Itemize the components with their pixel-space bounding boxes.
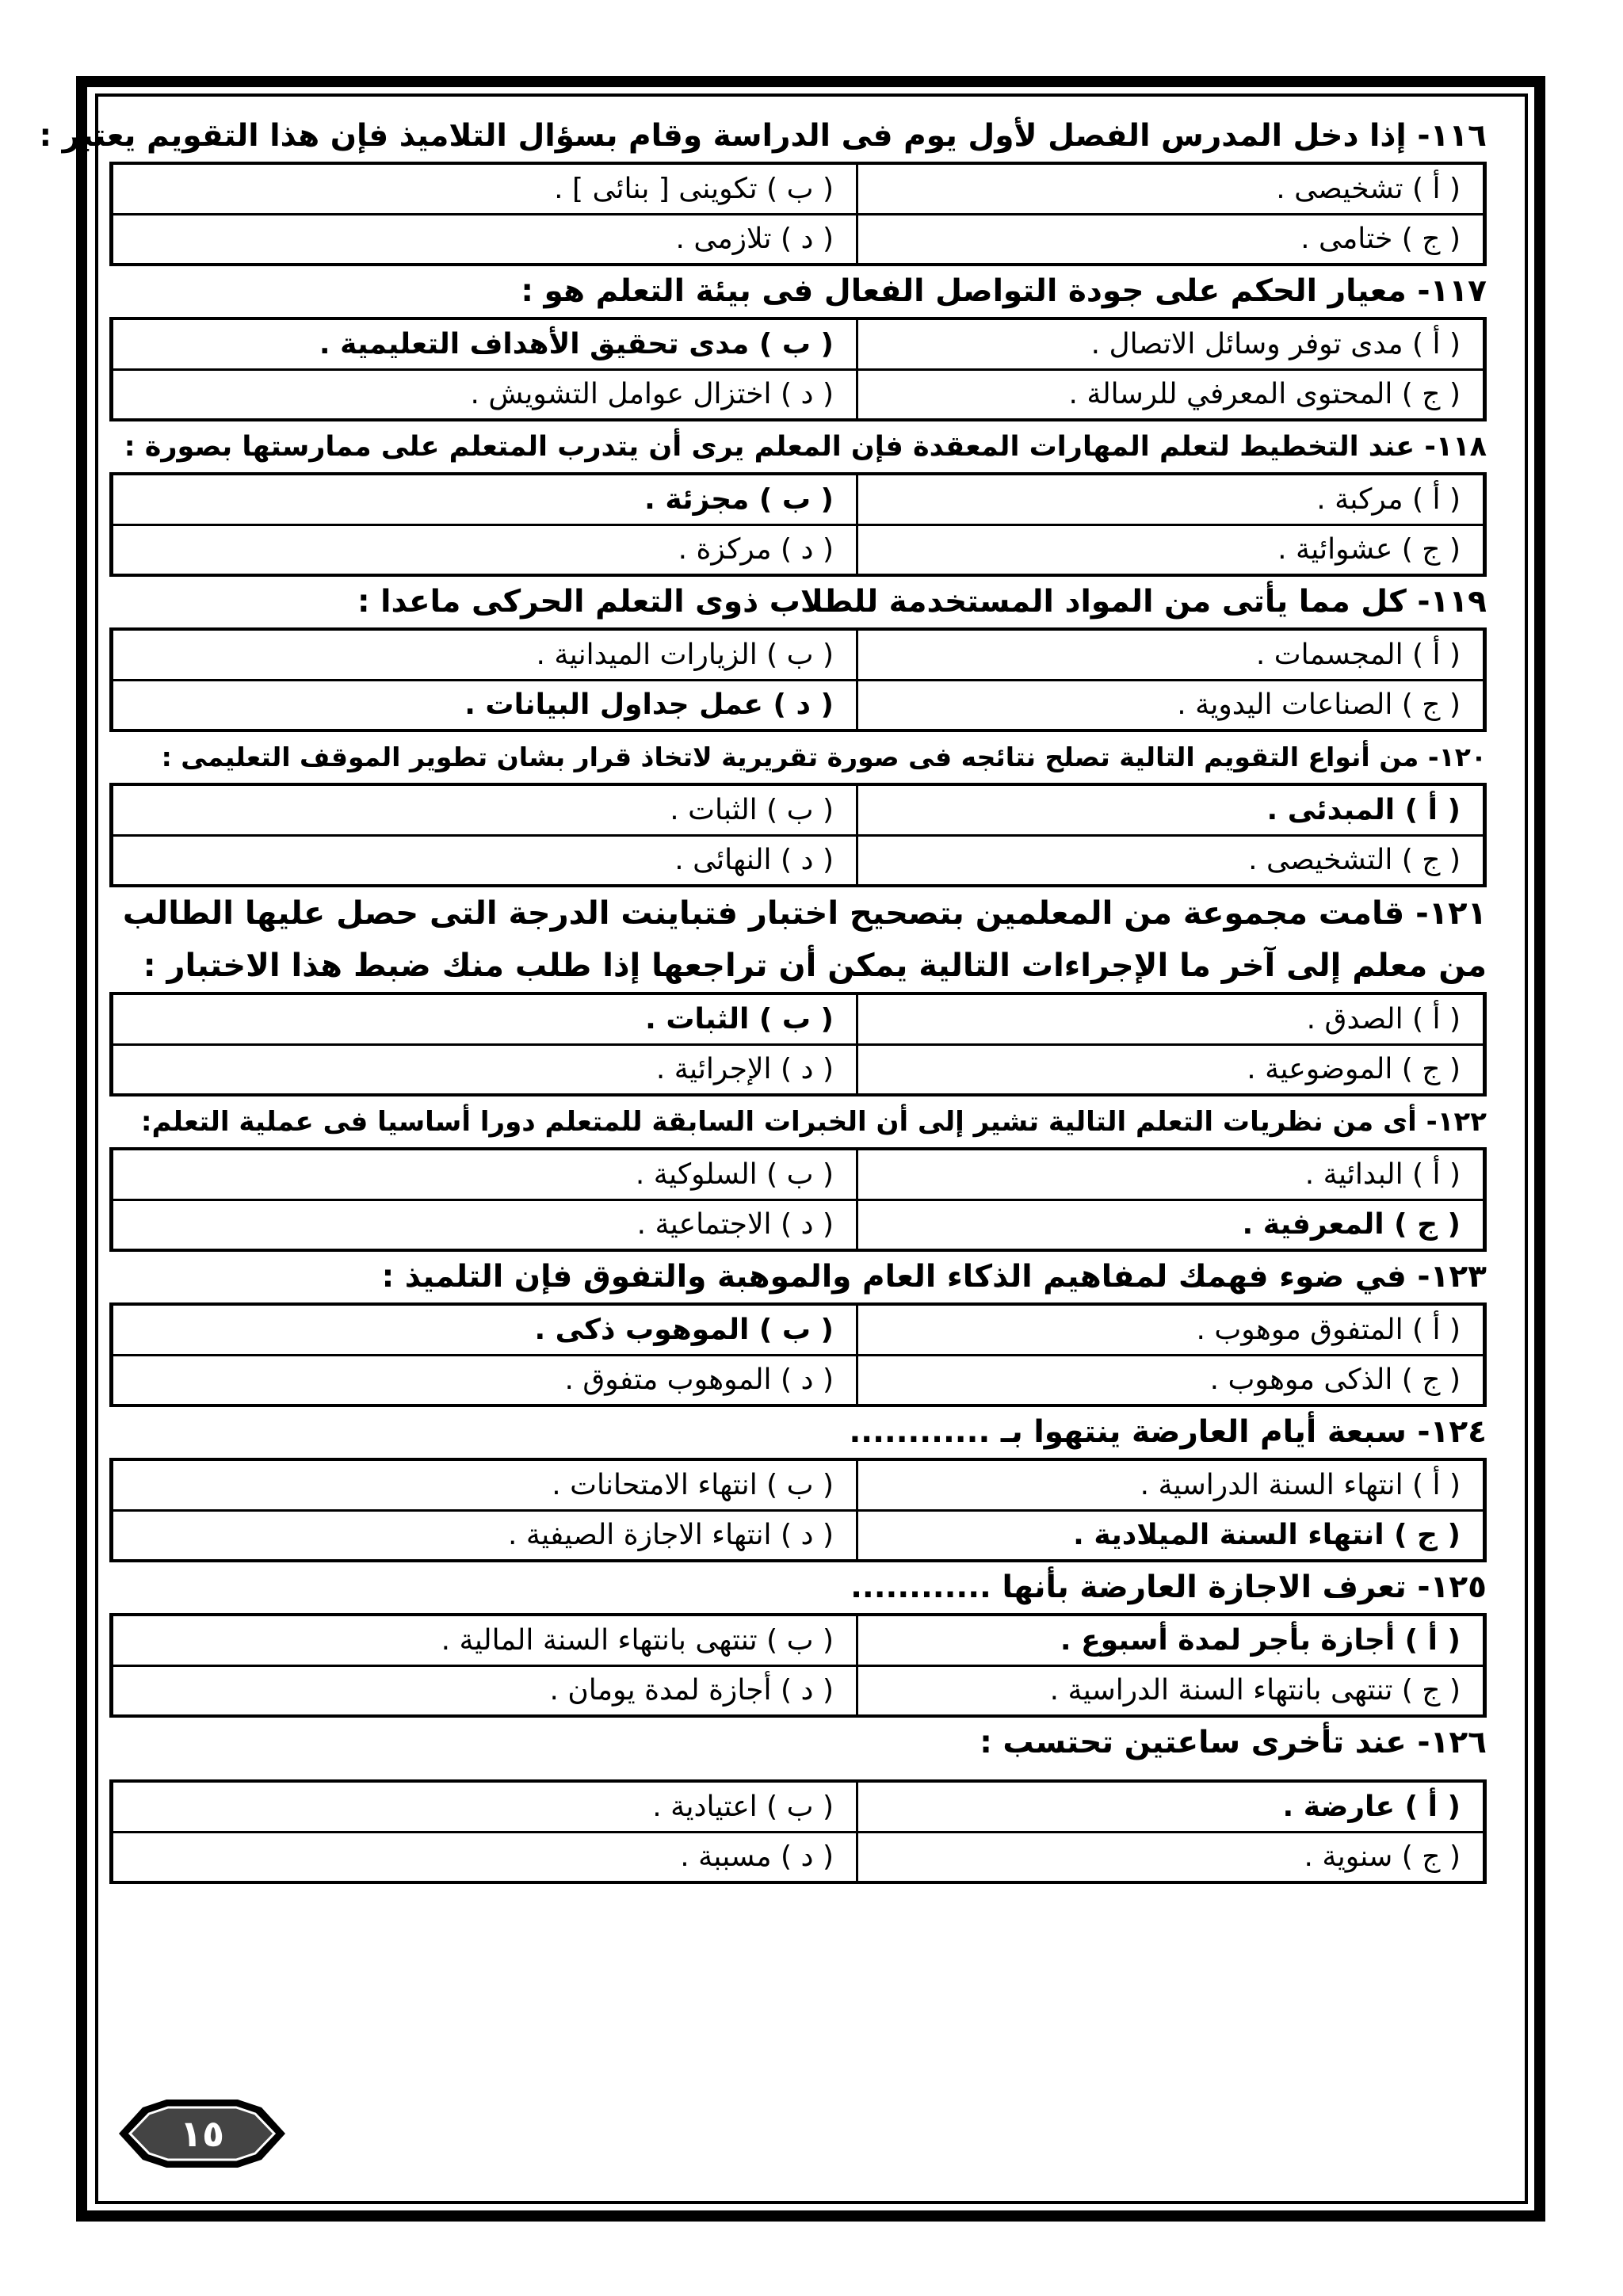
- option-d[interactable]: ( د ) الاجتماعية .: [112, 1199, 857, 1250]
- option-a[interactable]: ( أ ) انتهاء السنة الدراسية .: [857, 1459, 1485, 1510]
- options-table: [109, 783, 1487, 887]
- option-a[interactable]: ( أ ) مدى توفر وسائل الاتصال .: [857, 318, 1485, 369]
- options-table: [109, 162, 1487, 266]
- option-d[interactable]: ( د ) اختزال عوامل التشويش .: [112, 369, 857, 420]
- options-table: [109, 1779, 1487, 1884]
- option-b-correct[interactable]: ( ب ) الموهوب ذكى .: [112, 1304, 857, 1355]
- question-118: [109, 421, 1487, 577]
- option-c[interactable]: ( ج ) ختامى .: [857, 214, 1485, 265]
- option-b[interactable]: ( ب ) تكوينى [ بنائى ] .: [112, 163, 857, 214]
- options-table: [109, 1458, 1487, 1562]
- option-d-correct[interactable]: ( د ) عمل جداول البيانات .: [112, 680, 857, 730]
- option-d[interactable]: ( د ) انتهاء الاجازة الصيفية .: [112, 1510, 857, 1561]
- question-text: ١٢٣- في ضوء فهمك لمفاهيم الذكاء العام والموهبة والتفوق فإن التلميذ :: [381, 1259, 1487, 1295]
- question-123: [109, 1252, 1487, 1407]
- question-117: [109, 266, 1487, 421]
- question-119: [109, 577, 1487, 732]
- questions-list: [39, 111, 1487, 1884]
- option-b-correct[interactable]: ( ب ) الثبات .: [112, 994, 857, 1044]
- options-table: [109, 472, 1487, 577]
- option-d[interactable]: ( د ) مركزة .: [112, 524, 857, 575]
- question-text: ١١٨- عند التخطيط لتعلم المهارات المعقدة فإن المعلم يرى أن يتدرب المتعلم على ممارستها بصورة :: [124, 431, 1487, 463]
- option-b[interactable]: ( ب ) تنتهى بانتهاء السنة المالية .: [112, 1615, 857, 1665]
- question-text: ١٢٢- أى من نظريات التعلم التالية تشير إلى أن الخبرات السابقة للمتعلم دورا أساسيا فى عملية التعلم:: [140, 1106, 1487, 1138]
- option-a[interactable]: ( أ ) البدائية .: [857, 1149, 1485, 1199]
- question-126: [109, 1718, 1487, 1884]
- question-text: ١٢١- قامت مجموعة من المعلمين بتصحيح اختبار فتباينت الدرجة التى حصل عليها الطالب من معلم إلى آخر ما الإجراءات التالية يمكن أن تراجعها إذا طلب منك ضبط هذا الاختبار :: [122, 895, 1487, 984]
- option-c-correct[interactable]: ( ج ) المعرفية .: [857, 1199, 1485, 1250]
- option-b[interactable]: ( ب ) اعتيادية .: [112, 1781, 857, 1832]
- question-text: ١٢٦- عند تأخرى ساعتين تحتسب :: [980, 1725, 1487, 1760]
- option-b[interactable]: ( ب ) الزيارات الميدانية .: [112, 629, 857, 680]
- question-124: [109, 1407, 1487, 1562]
- question-120: [109, 732, 1487, 887]
- page-number: ١٥: [179, 2112, 225, 2155]
- option-c[interactable]: ( ج ) الذكى موهوب .: [857, 1355, 1485, 1405]
- option-a[interactable]: ( أ ) تشخيصى .: [857, 163, 1485, 214]
- question-text: ١٢٥- تعرف الاجازة العارضة بأنها ............: [850, 1569, 1487, 1605]
- option-c-correct[interactable]: ( ج ) انتهاء السنة الميلادية .: [857, 1510, 1485, 1561]
- option-c[interactable]: ( ج ) عشوائية .: [857, 524, 1485, 575]
- option-a-correct[interactable]: ( أ ) أجازة بأجر لمدة أسبوع .: [857, 1615, 1485, 1665]
- option-c[interactable]: ( ج ) الموضوعية .: [857, 1044, 1485, 1095]
- option-d[interactable]: ( د ) مسببة .: [112, 1832, 857, 1882]
- question-text: ١١٦- إذا دخل المدرس الفصل لأول يوم فى الدراسة وقام بسؤال التلاميذ فإن هذا التقويم يعتبر :: [39, 118, 1487, 154]
- options-table: [109, 317, 1487, 421]
- option-a[interactable]: ( أ ) المجسمات .: [857, 629, 1485, 680]
- option-b[interactable]: ( ب ) الثبات .: [112, 784, 857, 835]
- question-125: [109, 1562, 1487, 1718]
- options-table: [109, 1147, 1487, 1252]
- options-table: [109, 627, 1487, 732]
- option-d[interactable]: ( د ) النهائى .: [112, 835, 857, 886]
- question-116: [39, 111, 1487, 266]
- option-b-correct[interactable]: ( ب ) مجزئة .: [112, 474, 857, 524]
- option-b[interactable]: ( ب ) انتهاء الامتحانات .: [112, 1459, 857, 1510]
- option-a-correct[interactable]: ( أ ) عارضة .: [857, 1781, 1485, 1832]
- option-a[interactable]: ( أ ) مركبة .: [857, 474, 1485, 524]
- option-c[interactable]: ( ج ) سنوية .: [857, 1832, 1485, 1882]
- option-c[interactable]: ( ج ) تنتهى بانتهاء السنة الدراسية .: [857, 1665, 1485, 1716]
- options-table: [109, 1613, 1487, 1718]
- options-table: [109, 1302, 1487, 1407]
- option-b-correct[interactable]: ( ب ) مدى تحقيق الأهداف التعليمية .: [112, 318, 857, 369]
- question-122: [109, 1097, 1487, 1252]
- option-d[interactable]: ( د ) الموهوب متفوق .: [112, 1355, 857, 1405]
- question-text: ١٢٠- من أنواع التقويم التالية تصلح نتائجه فى صورة تقريرية لاتخاذ قرار بشان تطوير الموقف التعليمى :: [161, 742, 1487, 772]
- option-c[interactable]: ( ج ) التشخيصى .: [857, 835, 1485, 886]
- option-d[interactable]: ( د ) أجازة لمدة يومان .: [112, 1665, 857, 1716]
- option-c[interactable]: ( ج ) المحتوى المعرفي للرسالة .: [857, 369, 1485, 420]
- option-d[interactable]: ( د ) الإجرائية .: [112, 1044, 857, 1095]
- option-d[interactable]: ( د ) تلازمى .: [112, 214, 857, 265]
- option-c[interactable]: ( ج ) الصناعات اليدوية .: [857, 680, 1485, 730]
- option-a[interactable]: ( أ ) الصدق .: [857, 994, 1485, 1044]
- question-text: ١١٧- معيار الحكم على جودة التواصل الفعال فى بيئة التعلم هو :: [521, 273, 1487, 309]
- option-b[interactable]: ( ب ) السلوكية .: [112, 1149, 857, 1199]
- question-121: [109, 887, 1487, 1097]
- question-text: ١٢٤- سبعة أيام العارضة ينتهوا بـ ............: [849, 1414, 1487, 1450]
- option-a-correct[interactable]: ( أ ) المبدئى .: [857, 784, 1485, 835]
- options-table: [109, 992, 1487, 1097]
- option-a[interactable]: ( أ ) المتفوق موهوب .: [857, 1304, 1485, 1355]
- question-text: ١١٩- كل مما يأتى من المواد المستخدمة للطلاب ذوى التعلم الحركى ماعدا :: [357, 584, 1487, 620]
